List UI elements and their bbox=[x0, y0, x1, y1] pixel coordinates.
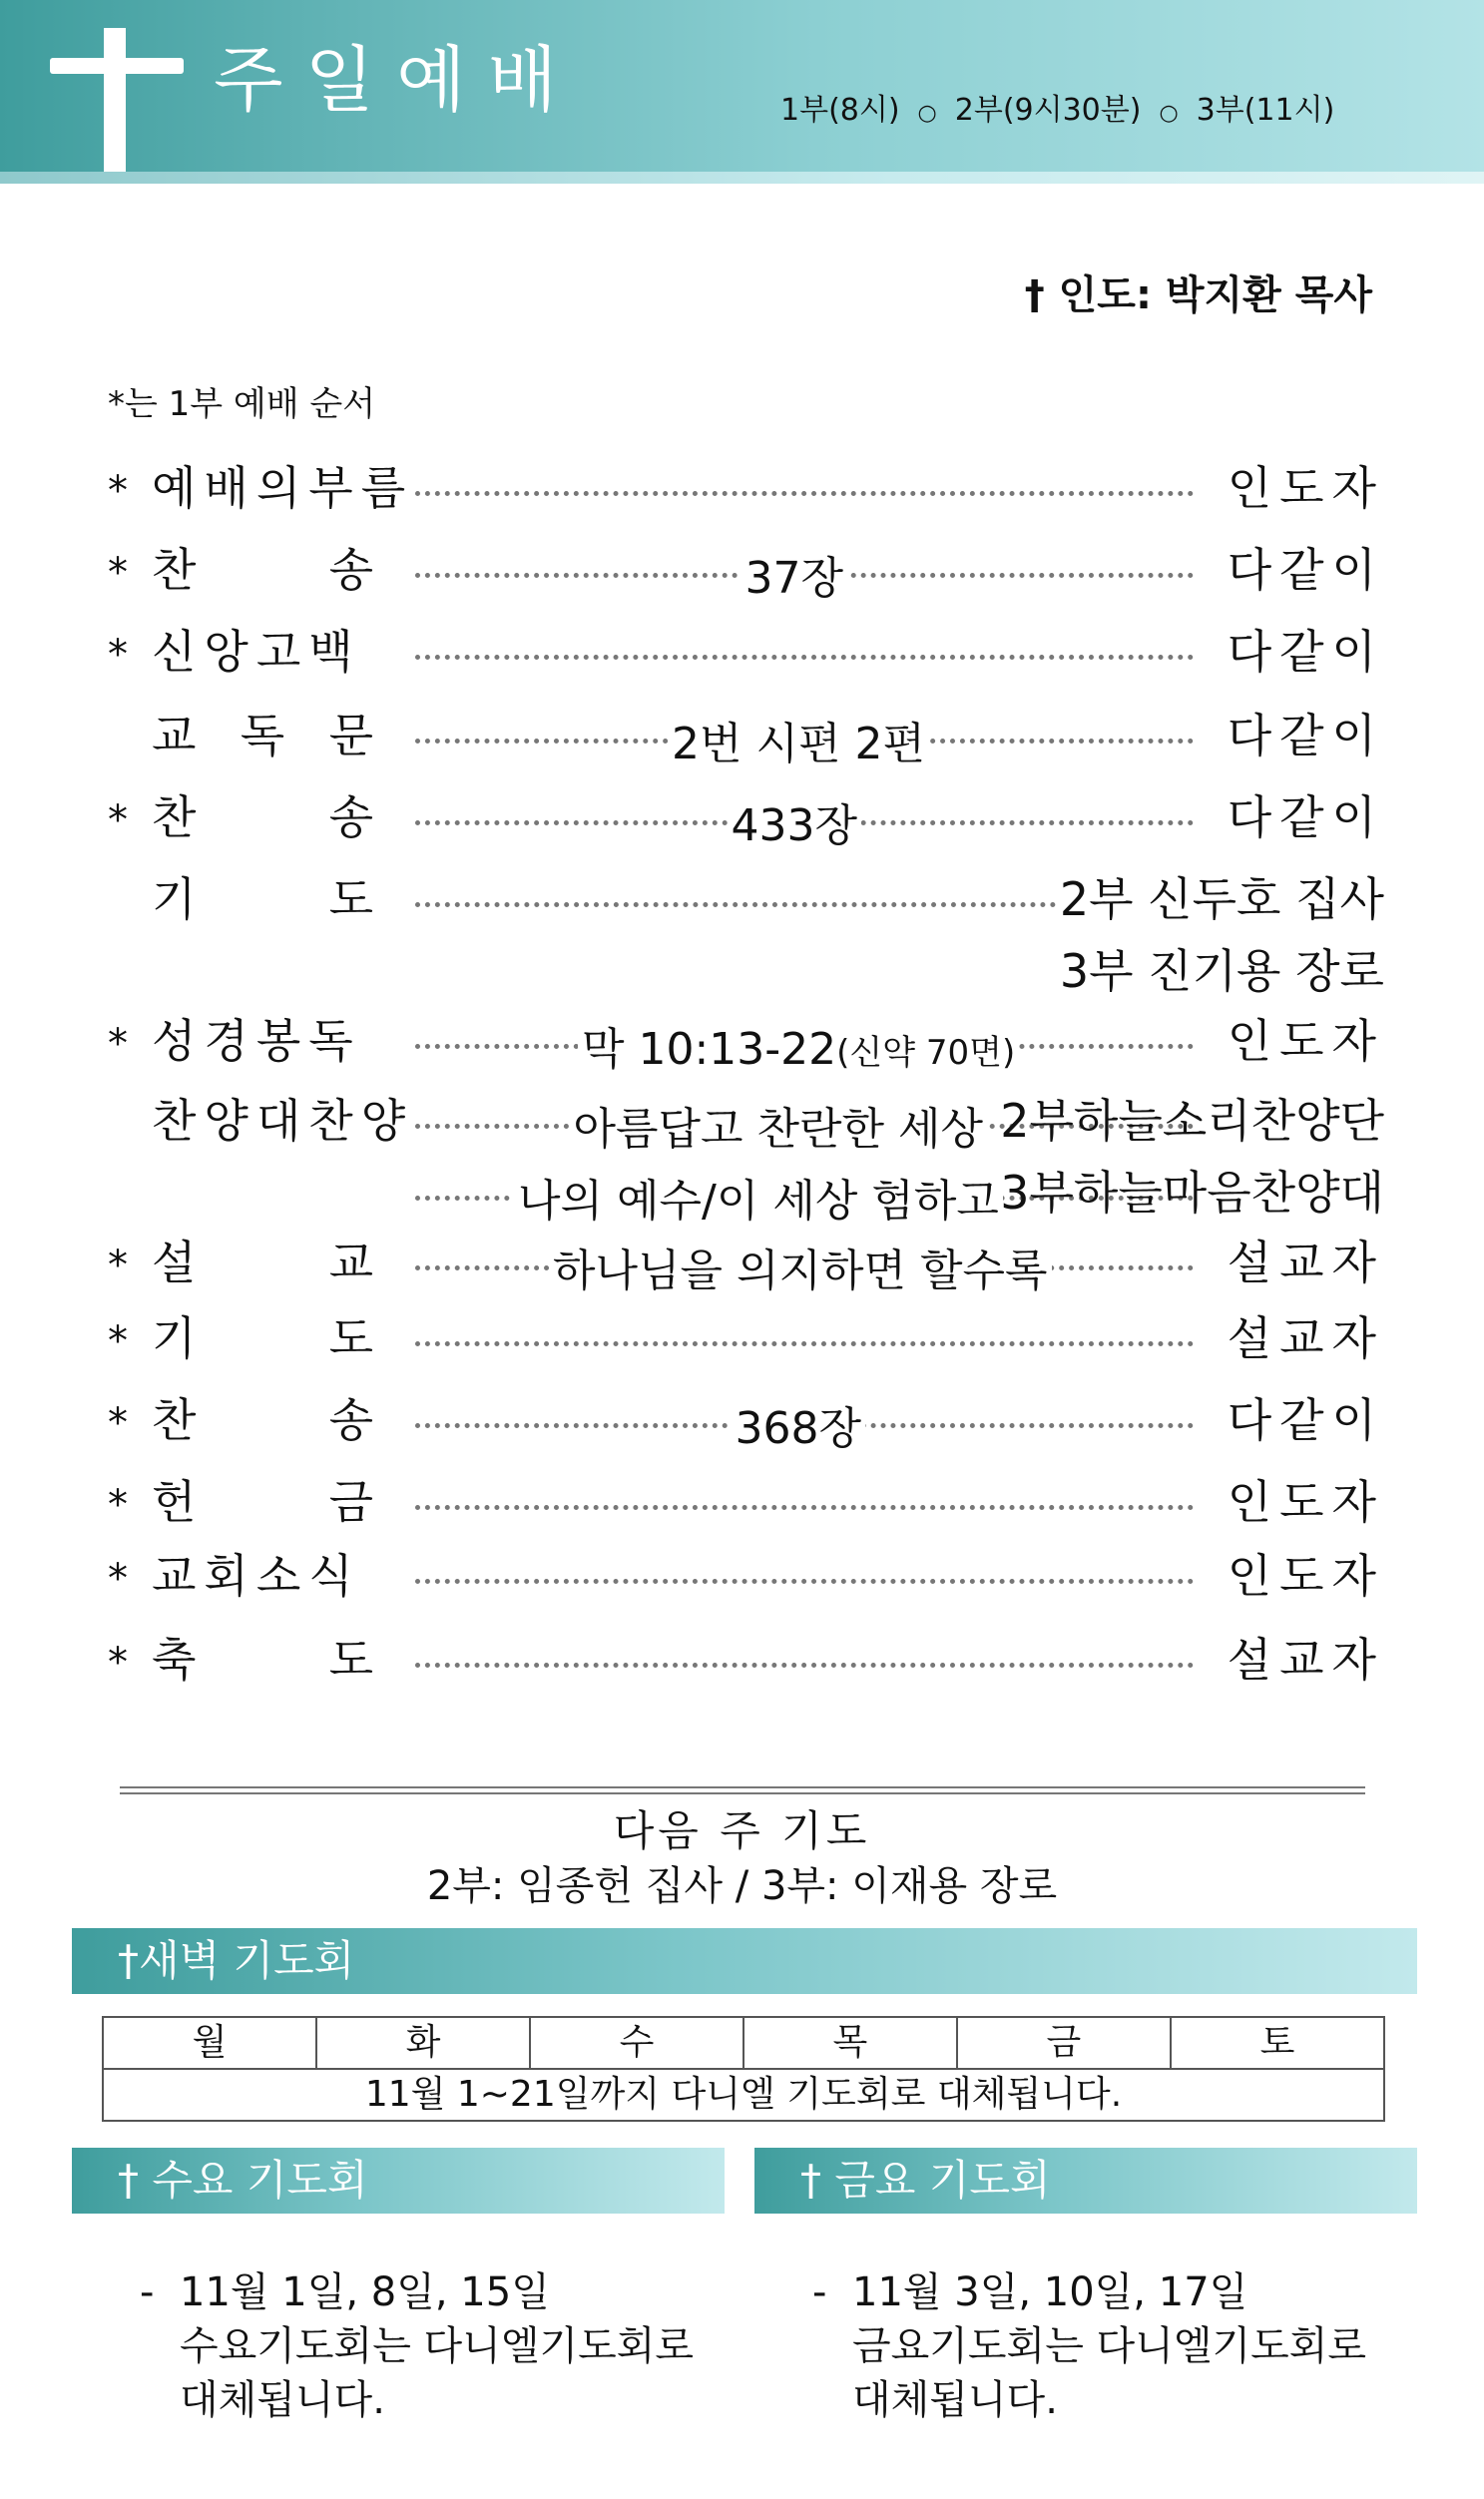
order-item-performer: 설교자 bbox=[1227, 1311, 1384, 1365]
label-part: 찬 bbox=[152, 1393, 197, 1447]
label-part: 독 bbox=[240, 709, 285, 762]
dotted-leader bbox=[415, 491, 1194, 496]
required-marker: * bbox=[108, 1482, 128, 1528]
label-part: 송 bbox=[328, 543, 373, 597]
order-item-performer: 3부 진기용 장로 bbox=[1059, 944, 1384, 998]
page-title: 주일예배 bbox=[214, 38, 580, 122]
label-part: 헌 bbox=[152, 1475, 197, 1529]
order-item-label bbox=[152, 1475, 373, 1529]
dotted-leader bbox=[415, 655, 1194, 660]
dotted-leader bbox=[415, 902, 1056, 907]
required-marker: * bbox=[108, 550, 128, 596]
order-item-performer: 3부하늘마음찬양대 bbox=[1000, 1166, 1384, 1220]
wednesday-prayer-info bbox=[140, 2265, 694, 2427]
header-banner bbox=[0, 0, 1484, 178]
label-part: 신앙고백 bbox=[152, 625, 361, 679]
order-item-label bbox=[152, 1311, 373, 1365]
separator: ○ bbox=[1159, 101, 1179, 126]
service-time-3: 3부(11시) bbox=[1196, 93, 1335, 128]
divider bbox=[120, 1786, 1365, 1794]
list-dash: - bbox=[812, 2269, 827, 2315]
required-marker: * bbox=[108, 1243, 128, 1288]
label-part: 금 bbox=[328, 1475, 373, 1529]
required-marker: * bbox=[108, 632, 128, 678]
order-item-performer: 설교자 bbox=[1227, 1236, 1384, 1289]
label-part: 찬 bbox=[152, 790, 197, 844]
order-item-label bbox=[152, 1014, 373, 1068]
separator: ○ bbox=[917, 101, 937, 126]
day-cell: 목 bbox=[743, 2017, 957, 2069]
header-stripe bbox=[0, 172, 1484, 184]
required-marker: * bbox=[108, 1640, 128, 1686]
cross-icon-bar bbox=[50, 58, 184, 74]
order-note: *는 1부 예배 순서 bbox=[108, 384, 376, 424]
label-part: 교회소식 bbox=[152, 1549, 361, 1603]
next-week-title: 다음 주 기도 bbox=[613, 1806, 871, 1855]
detail-text: 368장 bbox=[735, 1403, 861, 1454]
detail-text: 나의 예수/이 세상 험하고 bbox=[518, 1176, 999, 1227]
order-item-label bbox=[152, 543, 373, 597]
service-time-2: 2부(9시30분) bbox=[954, 93, 1142, 128]
order-item-detail bbox=[578, 1024, 1019, 1075]
order-item-performer: 2부 신두호 집사 bbox=[1059, 872, 1384, 926]
label-part: 기 bbox=[152, 872, 197, 926]
label-part: 송 bbox=[328, 790, 373, 844]
dawn-prayer-heading: †새벽 기도회 bbox=[72, 1928, 1417, 1994]
order-item-performer: 인도자 bbox=[1227, 1014, 1384, 1068]
label-part: 도 bbox=[328, 1311, 373, 1365]
label-part: 찬 bbox=[152, 543, 197, 597]
order-item-label bbox=[152, 1633, 373, 1687]
friday-notice-line: 대체됩니다. bbox=[852, 2377, 1058, 2423]
wednesday-notice-line: 대체됩니다. bbox=[180, 2377, 385, 2423]
order-item-detail bbox=[570, 1104, 988, 1155]
order-item-label bbox=[152, 1094, 414, 1148]
wednesday-prayer-heading: † 수요 기도회 bbox=[72, 2148, 725, 2214]
required-marker: * bbox=[108, 1556, 128, 1602]
order-item-performer: 다같이 bbox=[1227, 625, 1384, 679]
wednesday-notice-line: 수요기도회는 다니엘기도회로 bbox=[180, 2323, 695, 2369]
dotted-leader bbox=[415, 1663, 1194, 1668]
detail-text: 막 10:13-22 bbox=[582, 1024, 837, 1075]
next-week-names: 2부: 임종헌 집사 / 3부: 이재용 장로 bbox=[426, 1863, 1058, 1909]
order-item-detail bbox=[668, 719, 929, 769]
list-dash: - bbox=[140, 2269, 155, 2315]
order-item-label bbox=[152, 709, 373, 762]
label-part: 교 bbox=[328, 1236, 373, 1289]
service-time-1: 1부(8시) bbox=[780, 93, 900, 128]
required-marker: * bbox=[108, 1021, 128, 1067]
dawn-notice: 11월 1~21일까지 다니엘 기도회로 대체됩니다. bbox=[103, 2069, 1384, 2121]
day-cell: 토 bbox=[1171, 2017, 1384, 2069]
dawn-prayer-table bbox=[102, 2016, 1385, 2122]
label-part: 송 bbox=[328, 1393, 373, 1447]
worship-leader: † 인도: 박지환 목사 bbox=[1024, 272, 1372, 318]
friday-notice-line: 금요기도회는 다니엘기도회로 bbox=[852, 2323, 1367, 2369]
friday-prayer-info bbox=[812, 2265, 1366, 2427]
detail-text: 433장 bbox=[731, 800, 857, 851]
table-row bbox=[103, 2069, 1384, 2121]
order-item-performer: 다같이 bbox=[1227, 1393, 1384, 1447]
dotted-leader bbox=[415, 1505, 1194, 1510]
detail-text: 37장 bbox=[744, 553, 843, 604]
order-item-performer: 인도자 bbox=[1227, 1475, 1384, 1529]
order-item-label bbox=[152, 790, 373, 844]
day-cell: 화 bbox=[316, 2017, 530, 2069]
label-part: 기 bbox=[152, 1311, 197, 1365]
dotted-leader bbox=[415, 1341, 1194, 1346]
table-row bbox=[103, 2017, 1384, 2069]
order-item-performer: 인도자 bbox=[1227, 1549, 1384, 1603]
required-marker: * bbox=[108, 1400, 128, 1446]
label-part: 찬양대찬양 bbox=[152, 1094, 414, 1148]
order-item-label bbox=[152, 625, 373, 679]
order-item-performer: 설교자 bbox=[1227, 1633, 1384, 1687]
order-item-performer: 다같이 bbox=[1227, 709, 1384, 762]
order-item-detail bbox=[549, 1246, 1052, 1296]
cross-icon bbox=[104, 28, 126, 186]
order-item-label bbox=[152, 872, 373, 926]
order-item-performer: 인도자 bbox=[1227, 461, 1384, 515]
order-item-performer: 2부하늘소리찬양단 bbox=[1000, 1094, 1384, 1148]
order-item-performer: 다같이 bbox=[1227, 543, 1384, 597]
detail-text: 하나님을 의지하면 할수록 bbox=[553, 1246, 1048, 1296]
order-item-label bbox=[152, 1549, 373, 1603]
label-part: 설 bbox=[152, 1236, 197, 1289]
required-marker: * bbox=[108, 1318, 128, 1364]
label-part: 도 bbox=[328, 872, 373, 926]
label-part: 교 bbox=[152, 709, 197, 762]
day-cell: 월 bbox=[103, 2017, 316, 2069]
day-cell: 금 bbox=[957, 2017, 1171, 2069]
detail-text: 아름답고 찬란한 세상 bbox=[573, 1104, 984, 1155]
dotted-leader bbox=[415, 1579, 1194, 1584]
order-item-detail bbox=[742, 553, 848, 604]
label-part: 성경봉독 bbox=[152, 1014, 361, 1068]
service-times bbox=[780, 93, 1335, 128]
order-item-label bbox=[152, 1236, 373, 1289]
day-cell: 수 bbox=[530, 2017, 743, 2069]
detail-text: 2번 시편 2편 bbox=[672, 719, 925, 769]
order-item-label bbox=[152, 461, 414, 515]
wednesday-dates: 11월 1일, 8일, 15일 bbox=[180, 2269, 550, 2315]
order-item-detail bbox=[728, 800, 862, 851]
required-marker: * bbox=[108, 468, 128, 514]
order-item-label bbox=[152, 1393, 373, 1447]
order-item-performer: 다같이 bbox=[1227, 790, 1384, 844]
label-part: 축 bbox=[152, 1633, 197, 1687]
label-part: 예배의부름 bbox=[152, 461, 414, 515]
friday-dates: 11월 3일, 10일, 17일 bbox=[852, 2269, 1248, 2315]
required-marker: * bbox=[108, 797, 128, 843]
detail-subtext: (신약 70면) bbox=[836, 1033, 1016, 1073]
order-item-detail bbox=[732, 1403, 866, 1454]
label-part: 문 bbox=[328, 709, 373, 762]
friday-prayer-heading: † 금요 기도회 bbox=[754, 2148, 1417, 2214]
order-item-detail bbox=[514, 1176, 1003, 1227]
label-part: 도 bbox=[328, 1633, 373, 1687]
